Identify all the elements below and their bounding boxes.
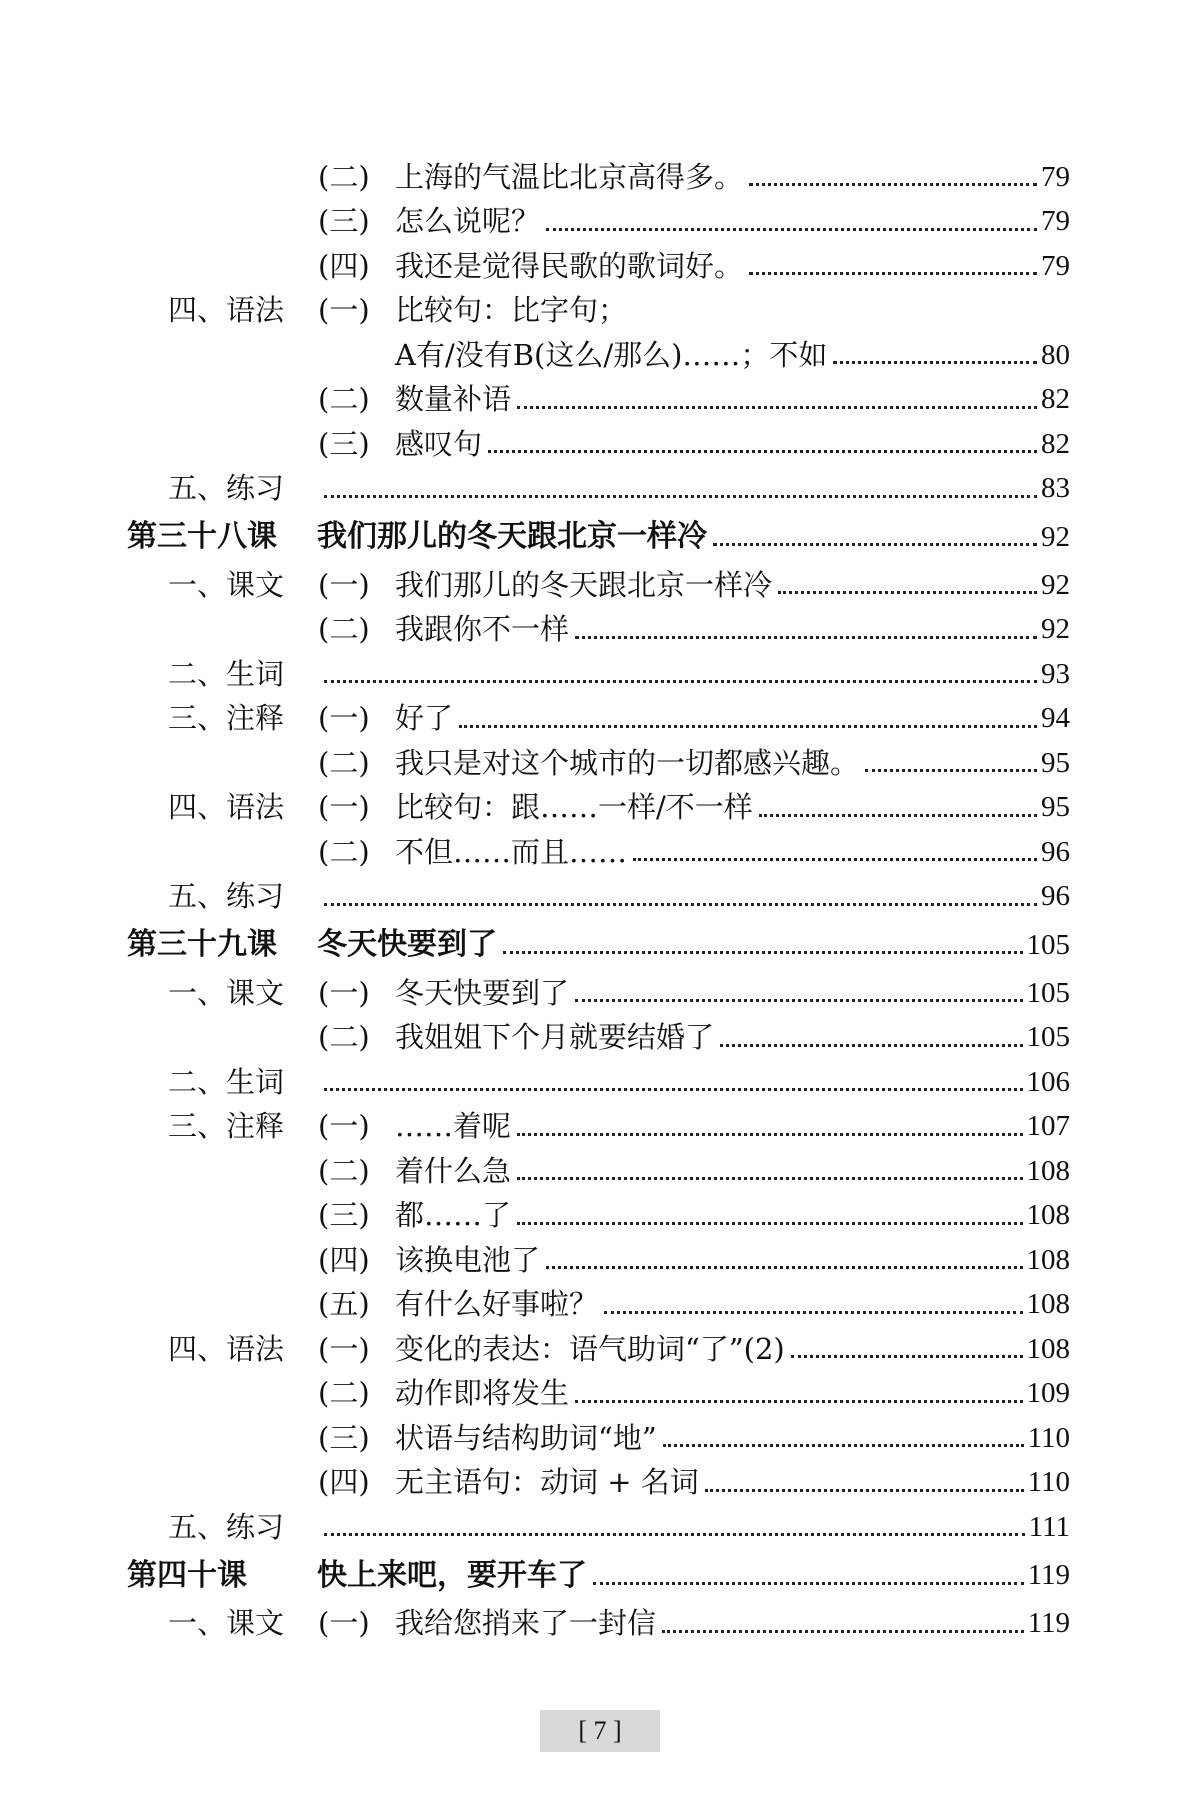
toc-entry bbox=[0, 1016, 1200, 1061]
toc-subsection-label: (二) bbox=[318, 382, 370, 417]
dot-leader bbox=[759, 813, 1037, 817]
toc-title-area bbox=[395, 1606, 1070, 1641]
toc-title: 数量补语 bbox=[395, 382, 512, 417]
toc-title: 怎么说呢？ bbox=[395, 204, 541, 239]
toc-page-number: 111 bbox=[1028, 1510, 1070, 1543]
toc-entry bbox=[0, 1327, 1200, 1372]
toc-subsection-label: (四) bbox=[318, 1242, 370, 1277]
toc-title: 我只是对这个城市的一切都感兴趣。 bbox=[395, 745, 860, 780]
dot-leader bbox=[546, 227, 1037, 231]
toc-subsection-label: (一) bbox=[318, 293, 370, 328]
toc-title: 我跟你不一样 bbox=[395, 612, 570, 647]
toc-title-area bbox=[395, 701, 1070, 736]
dot-leader bbox=[662, 1629, 1024, 1633]
toc-title: 变化的表达：语气助词“了”(2) bbox=[395, 1331, 785, 1366]
dot-leader bbox=[749, 182, 1037, 186]
toc-entry bbox=[0, 875, 1200, 920]
toc-title-area bbox=[395, 204, 1070, 239]
toc-page-number: 83 bbox=[1041, 472, 1070, 505]
toc-title: 该换电池了 bbox=[395, 1242, 541, 1277]
toc-title-area bbox=[395, 1020, 1070, 1055]
toc-title: 我们那儿的冬天跟北京一样冷 bbox=[317, 519, 707, 554]
toc-subsection-label: (三) bbox=[318, 204, 370, 239]
toc-subsection-label: (一) bbox=[318, 1606, 370, 1641]
toc-title-area bbox=[395, 1465, 1070, 1500]
dot-leader bbox=[865, 768, 1037, 772]
dot-leader bbox=[575, 1399, 1022, 1403]
dot-leader bbox=[791, 1354, 1023, 1358]
page-number: [ 7 ] bbox=[540, 1710, 660, 1752]
toc-title-area bbox=[395, 426, 1070, 461]
toc-page-number: 105 bbox=[1026, 976, 1070, 1009]
dot-leader bbox=[663, 1443, 1024, 1447]
toc-page-number: 108 bbox=[1026, 1199, 1070, 1232]
toc-title-area bbox=[395, 975, 1070, 1010]
toc-page-number: 105 bbox=[1026, 928, 1070, 961]
toc-title-area bbox=[395, 1198, 1070, 1233]
toc-section-label: 一、课文 bbox=[168, 975, 285, 1010]
toc-title-area bbox=[317, 927, 1070, 962]
toc-entry bbox=[0, 563, 1200, 608]
toc-entry bbox=[0, 786, 1200, 831]
dot-leader bbox=[324, 1532, 1025, 1536]
dot-leader bbox=[833, 360, 1037, 364]
toc-page-number: 94 bbox=[1041, 702, 1070, 735]
toc-section-label: 五、练习 bbox=[168, 1509, 285, 1544]
table-of-contents bbox=[0, 155, 1200, 1646]
toc-page-number: 110 bbox=[1027, 1421, 1070, 1454]
toc-entry bbox=[0, 1060, 1200, 1105]
dot-leader bbox=[546, 1265, 1022, 1269]
toc-page-number: 108 bbox=[1026, 1243, 1070, 1276]
toc-title-area bbox=[318, 657, 1070, 690]
toc-subsection-label: (二) bbox=[318, 1020, 370, 1055]
toc-page-number: 79 bbox=[1041, 160, 1070, 193]
toc-title: ……着呢 bbox=[395, 1109, 512, 1144]
toc-title: 状语与结构助词“地” bbox=[395, 1420, 657, 1455]
toc-title: 动作即将发生 bbox=[395, 1376, 570, 1411]
toc-subsection-label: (三) bbox=[318, 426, 370, 461]
toc-page-number: 119 bbox=[1027, 1607, 1070, 1640]
dot-leader bbox=[503, 950, 1023, 954]
toc-title-area bbox=[317, 1557, 1070, 1593]
toc-entry bbox=[0, 741, 1200, 786]
toc-section-label: 第四十课 bbox=[127, 1557, 247, 1593]
toc-page-number: 108 bbox=[1026, 1288, 1070, 1321]
dot-leader bbox=[604, 1310, 1022, 1314]
toc-entry bbox=[0, 1416, 1200, 1461]
toc-page-number: 95 bbox=[1041, 746, 1070, 779]
toc-subsection-label: (三) bbox=[318, 1420, 370, 1455]
toc-entry bbox=[0, 1194, 1200, 1239]
dot-leader bbox=[720, 1043, 1022, 1047]
toc-title: 冬天快要到了 bbox=[395, 975, 570, 1010]
toc-title-area bbox=[395, 834, 1070, 869]
dot-leader bbox=[324, 679, 1037, 683]
toc-title: 冬天快要到了 bbox=[317, 927, 497, 962]
dot-leader bbox=[324, 1087, 1023, 1091]
toc-page-number: 82 bbox=[1041, 383, 1070, 416]
toc-page-number: 92 bbox=[1041, 568, 1070, 601]
toc-title: 比较句：比字句； bbox=[395, 293, 628, 328]
toc-title-area bbox=[395, 567, 1070, 602]
dot-leader bbox=[749, 271, 1037, 275]
toc-title-area bbox=[318, 1510, 1070, 1543]
toc-entry bbox=[0, 697, 1200, 742]
toc-page-number: 110 bbox=[1027, 1466, 1070, 1499]
dot-leader bbox=[324, 494, 1037, 498]
toc-page-number: 79 bbox=[1041, 205, 1070, 238]
toc-entry bbox=[0, 1105, 1200, 1150]
toc-subsection-label: (一) bbox=[318, 567, 370, 602]
toc-page-number: 107 bbox=[1026, 1110, 1070, 1143]
toc-title-area bbox=[395, 1331, 1070, 1366]
toc-entry bbox=[0, 652, 1200, 697]
toc-title: 上海的气温比北京高得多。 bbox=[395, 159, 744, 194]
dot-leader bbox=[517, 1132, 1022, 1136]
toc-entry bbox=[0, 608, 1200, 653]
dot-leader bbox=[517, 405, 1037, 409]
toc-section-label: 三、注释 bbox=[168, 1109, 285, 1144]
toc-title-area bbox=[395, 790, 1070, 825]
toc-section-label: 五、练习 bbox=[168, 471, 285, 506]
toc-entry bbox=[0, 1505, 1200, 1550]
toc-subsection-label: (二) bbox=[318, 834, 370, 869]
toc-title-area bbox=[395, 293, 1070, 328]
toc-title: 我们那儿的冬天跟北京一样冷 bbox=[395, 567, 773, 602]
toc-title: 我还是觉得民歌的歌词好。 bbox=[395, 248, 744, 283]
toc-section-label: 一、课文 bbox=[168, 1606, 285, 1641]
toc-title-area bbox=[395, 1420, 1070, 1455]
dot-leader bbox=[575, 635, 1037, 639]
toc-section-label: 三、注释 bbox=[168, 701, 285, 736]
dot-leader bbox=[713, 542, 1037, 546]
toc-entry bbox=[0, 378, 1200, 423]
toc-entry bbox=[0, 1372, 1200, 1417]
toc-subsection-label: (一) bbox=[318, 975, 370, 1010]
dot-leader bbox=[633, 857, 1037, 861]
toc-section-label: 二、生词 bbox=[168, 1064, 285, 1099]
dot-leader bbox=[593, 1581, 1024, 1585]
toc-subsection-label: (二) bbox=[318, 159, 370, 194]
dot-leader bbox=[459, 724, 1037, 728]
toc-subsection-label: (二) bbox=[318, 745, 370, 780]
toc-section-label: 四、语法 bbox=[168, 790, 285, 825]
toc-title-area bbox=[318, 1065, 1070, 1098]
toc-page-number: 92 bbox=[1041, 613, 1070, 646]
toc-entry bbox=[0, 155, 1200, 200]
toc-title: 着什么急 bbox=[395, 1153, 512, 1188]
toc-title-area bbox=[395, 1109, 1070, 1144]
toc-title: 都……了 bbox=[395, 1198, 512, 1233]
dot-leader bbox=[324, 902, 1037, 906]
toc-subsection-label: (一) bbox=[318, 1331, 370, 1366]
toc-lesson-heading bbox=[0, 511, 1200, 563]
toc-page-number: 105 bbox=[1026, 1021, 1070, 1054]
toc-section-label: 四、语法 bbox=[168, 293, 285, 328]
toc-page-number: 80 bbox=[1041, 338, 1070, 371]
toc-title-area bbox=[318, 882, 1070, 911]
toc-entry bbox=[0, 1283, 1200, 1328]
toc-title: A有/没有B(这么/那么)……；不如 bbox=[395, 337, 828, 372]
toc-lesson-heading bbox=[0, 919, 1200, 971]
dot-leader bbox=[778, 590, 1037, 594]
toc-title-area bbox=[395, 1242, 1070, 1277]
toc-entry bbox=[0, 971, 1200, 1016]
toc-entry bbox=[0, 333, 1200, 378]
toc-page-number: 109 bbox=[1026, 1377, 1070, 1410]
toc-subsection-label: (二) bbox=[318, 612, 370, 647]
toc-page-number: 119 bbox=[1027, 1559, 1070, 1591]
toc-entry bbox=[0, 830, 1200, 875]
toc-page-number: 108 bbox=[1026, 1154, 1070, 1187]
toc-page-number: 96 bbox=[1041, 880, 1070, 913]
toc-subsection-label: (五) bbox=[318, 1287, 370, 1322]
toc-subsection-label: (二) bbox=[318, 1376, 370, 1411]
toc-section-label: 四、语法 bbox=[168, 1331, 285, 1366]
toc-page-number: 79 bbox=[1041, 249, 1070, 282]
toc-entry bbox=[0, 1602, 1200, 1647]
toc-title: 感叹句 bbox=[395, 426, 483, 461]
toc-section-label: 一、课文 bbox=[168, 567, 285, 602]
toc-subsection-label: (一) bbox=[318, 790, 370, 825]
toc-section-label: 第三十九课 bbox=[127, 927, 277, 962]
toc-entry bbox=[0, 467, 1200, 512]
toc-title: 我姐姐下个月就要结婚了 bbox=[395, 1020, 715, 1055]
toc-title: 快上来吧，要开车了 bbox=[317, 1557, 587, 1593]
toc-title: 好了 bbox=[395, 701, 454, 736]
toc-page-number: 106 bbox=[1026, 1065, 1070, 1098]
toc-title: 我给您捎来了一封信 bbox=[395, 1606, 657, 1641]
toc-subsection-label: (二) bbox=[318, 1153, 370, 1188]
toc-title: 比较句：跟……一样/不一样 bbox=[395, 790, 753, 825]
toc-page-number: 82 bbox=[1041, 427, 1070, 460]
toc-title-area bbox=[395, 745, 1070, 780]
toc-entry bbox=[0, 244, 1200, 289]
toc-subsection-label: (一) bbox=[318, 1109, 370, 1144]
toc-entry bbox=[0, 289, 1200, 334]
dot-leader bbox=[517, 1176, 1022, 1180]
toc-page-number: 93 bbox=[1041, 657, 1070, 690]
toc-title-area bbox=[395, 337, 1070, 372]
toc-title-area bbox=[395, 159, 1070, 194]
dot-leader bbox=[575, 998, 1022, 1002]
toc-title-area bbox=[318, 474, 1070, 503]
toc-subsection-label: (四) bbox=[318, 1465, 370, 1500]
toc-title: 有什么好事啦？ bbox=[395, 1287, 599, 1322]
toc-title-area bbox=[395, 1287, 1070, 1322]
toc-entry bbox=[0, 422, 1200, 467]
toc-page-number: 95 bbox=[1041, 791, 1070, 824]
toc-title-area bbox=[395, 382, 1070, 417]
dot-leader bbox=[705, 1488, 1024, 1492]
toc-subsection-label: (三) bbox=[318, 1198, 370, 1233]
toc-subsection-label: (四) bbox=[318, 248, 370, 283]
toc-title-area bbox=[395, 1153, 1070, 1188]
toc-section-label: 二、生词 bbox=[168, 656, 285, 691]
toc-title: 无主语句：动词 + 名词 bbox=[395, 1465, 699, 1500]
dot-leader bbox=[488, 449, 1037, 453]
toc-title-area bbox=[395, 612, 1070, 647]
toc-entry bbox=[0, 1238, 1200, 1283]
toc-subsection-label: (一) bbox=[318, 701, 370, 736]
toc-title-area bbox=[317, 519, 1070, 554]
toc-section-label: 第三十八课 bbox=[127, 519, 277, 554]
toc-section-label: 五、练习 bbox=[168, 879, 285, 914]
toc-page-number: 108 bbox=[1026, 1332, 1070, 1365]
toc-title-area bbox=[395, 248, 1070, 283]
toc-title: 不但……而且…… bbox=[395, 834, 628, 869]
toc-entry bbox=[0, 1149, 1200, 1194]
toc-page-number: 96 bbox=[1041, 835, 1070, 868]
toc-lesson-heading bbox=[0, 1550, 1200, 1602]
toc-entry bbox=[0, 200, 1200, 245]
toc-page-number: 92 bbox=[1041, 520, 1070, 553]
dot-leader bbox=[517, 1221, 1022, 1225]
toc-entry bbox=[0, 1461, 1200, 1506]
toc-title-area bbox=[395, 1376, 1070, 1411]
